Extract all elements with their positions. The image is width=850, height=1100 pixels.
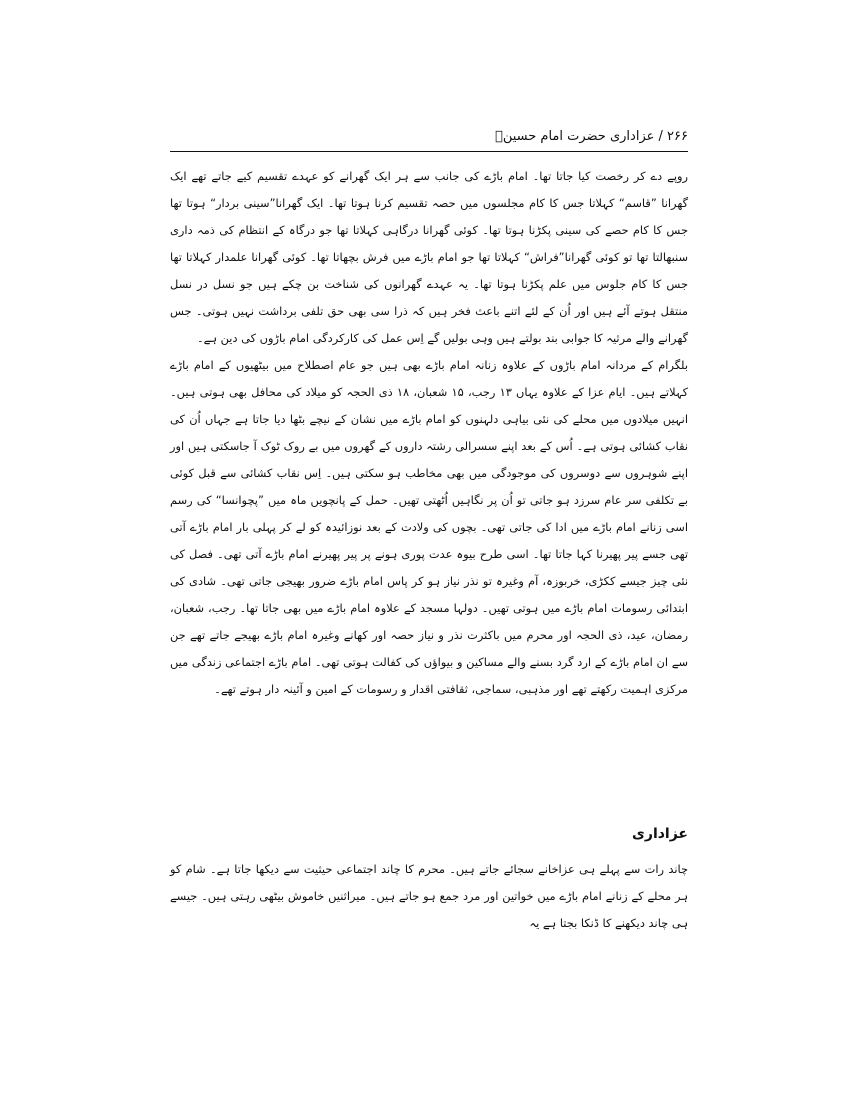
- section-heading: عزاداری: [632, 826, 688, 842]
- header-rule: [170, 151, 688, 152]
- paragraph-womens-imambara: بلگرام کے مردانہ امام باڑوں کے علاوہ زنانہ امام باڑے بھی ہیں جو عام اصطلاح میں بیٹھیوں کے امام باڑے کہلاتے ہیں۔ ایام عزا کے علاوہ یہاں ۱۳ رجب، ۱۵ شعبان، ۱۸ ذی الحجہ کو میلاد کی محافل بھی ہوتی ہیں۔ انہیں میلادوں میں محلے کی نئی بیاہی دلہنوں کو امام باڑے میں نشان کے نیچے بٹھا دیا جاتا ہے جہاں اُن کی نقاب کشائی ہوتی ہے۔ اُس کے بعد اپنے سسرالی رشتہ داروں کے گھروں میں بے روک ٹوک آ جاسکتی ہیں اور اپنے شوہروں سے دوسروں کی موجودگی میں بھی مخاطب ہو سکتی ہیں۔ اِس نقاب کشائی سے قبل کوئی بے تکلفی سر عام سرزد ہو جاتی تو اُن پر نگاہیں اُٹھتی تھیں۔ حمل کے پانچویں ماہ میں ”پچوانسا“ کی رسم اسی زنانے امام باڑے میں ادا کی جاتی تھی۔ بچوں کی ولادت کے بعد نوزائیدہ کو لے کر پہلی بار امام باڑے آتی تھی جسے پیر پھیرنا کہا جاتا تھا۔ اسی طرح بیوہ عدت پوری ہونے پر پیر پھیرنے امام باڑے آتی تھی۔ فصل کی نئی چیز جیسے ککڑی، خربوزہ، آم وغیرہ تو نذر نیاز ہو کر پاس امام باڑے ضرور بھیجی جاتی تھی۔ شادی کی ابتدائی رسومات امام باڑے میں ہوتی تھیں۔ دولہا مسجد کے علاوہ امام باڑے میں بھی جاتا تھا۔ رجب، شعبان، رمضان، عید، ذی الحجہ اور محرم میں باکثرت نذر و نیاز حصہ اور کھانے وغیرہ امام باڑے بھیجے جاتے تھے جن سے ان امام باڑے کے ارد گرد بسنے والے مساکین و بیواؤں کی کفالت ہوتی تھی۔ امام باڑے اجتماعی زندگی میں مرکزی اہمیت رکھتے تھے اور مذہبی، سماجی، ثقافتی اقدار و رسومات کے امین و آئینہ دار ہوتے تھے۔: [170, 358, 688, 696]
- book-title: عزاداری حضرت امام حسینؑ: [495, 129, 655, 144]
- paragraph-moon-night: چاند رات سے پہلے ہی عزاخانے سجائے جاتے ہیں۔ محرم کا چاند اجتماعی حیثیت سے دیکھا جاتا ہے۔ شام کو ہر محلے کے زنانے امام باڑے میں خواتین اور مرد جمع ہو جاتے ہیں۔ میراثنیں خاموش بیٹھی رہتی ہیں۔ جیسے ہی چاند دیکھنے کا ڈنکا بجتا ہے یہ: [170, 862, 688, 930]
- paragraph-offices: روپے دے کر رخصت کیا جاتا تھا۔ امام باڑے کی جانب سے ہر ایک گھرانے کو عہدے تقسیم کیے جاتے تھے ایک گھرانا ”قاسم“ کہلاتا جس کا کام مجلسوں میں حصہ تقسیم کرنا ہوتا تھا۔ ایک گھرانا”سینی بردار“ ہوتا تھا جس کا کام حصے کی سینی پکڑنا ہوتا تھا۔ کوئی گھرانا درگاہی کہلاتا تھا جو درگاہ کے انتظام کی ذمہ داری سنبھالتا تھا تو کوئی گھرانا”فراش“ کہلاتا تھا جو امام باڑے میں فرش بچھاتا تھا۔ کوئی گھرانا علمدار کہلاتا تھا جس کا کام جلوس میں علم پکڑنا ہوتا تھا۔ یہ عہدے گھرانوں کی شناخت بن چکے ہیں جو نسل در نسل منتقل ہوتے آئے ہیں اور اُن کے لئے اتنے باعث فخر ہیں کہ ذرا سی بھی حق تلفی برداشت نہیں ہوتی۔ جس گھرانے والے مرثیہ کا جوابی بند بولتے ہیں وہی بولیں گے اِس عمل کی کارکردگی امام باڑوں کی دین ہے۔: [170, 169, 688, 345]
- header-separator: /: [658, 129, 663, 144]
- page-number: ۲۶۶: [667, 129, 688, 144]
- running-header: [170, 124, 688, 150]
- section-text: [170, 856, 688, 937]
- body-text: [170, 163, 688, 703]
